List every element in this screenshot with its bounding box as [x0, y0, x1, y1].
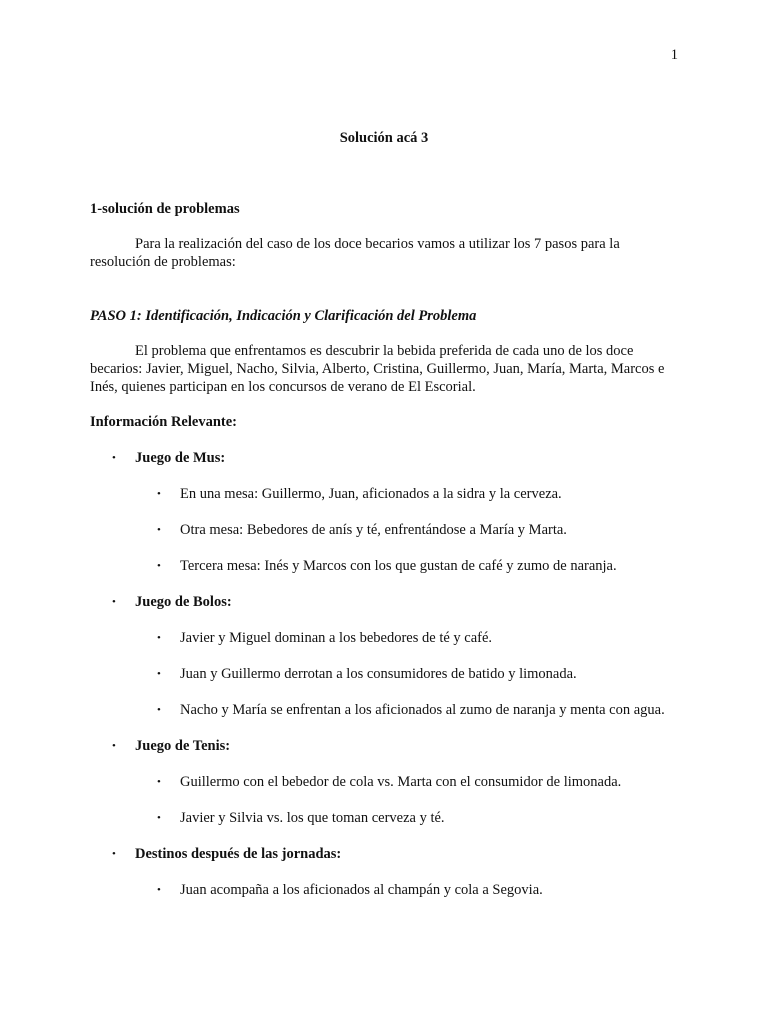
list-item [135, 881, 680, 899]
list-item-text: Tercera mesa: Inés y Marcos con los que gustan de café y zumo de naranja. [180, 558, 617, 574]
list-item [135, 809, 680, 827]
list-item-text: Javier y Silvia vs. los que toman cerveza y té. [180, 810, 445, 826]
group-label: Juego de Bolos: [135, 594, 232, 610]
group-sublist [135, 629, 680, 719]
bullet-icon: • [112, 452, 116, 464]
intro-paragraph: Para la realización del caso de los doce becarios vamos a utilizar los 7 pasos para la resolución de problemas: [90, 236, 620, 270]
bullet-icon: • [112, 848, 116, 860]
list-item [135, 557, 680, 575]
group-item [90, 449, 680, 575]
group-label: Juego de Mus: [135, 450, 226, 466]
list-item [135, 521, 680, 539]
group-item [90, 845, 680, 899]
group-sublist [135, 881, 680, 899]
list-item [135, 701, 680, 719]
page-number: 1 [670, 47, 678, 63]
group-sublist [135, 773, 680, 827]
list-item-text: Javier y Miguel dominan a los bebedores de té y café. [180, 630, 493, 646]
document-title: Solución acá 3 [339, 130, 429, 146]
group-label: Destinos después de las jornadas: [135, 846, 342, 862]
relevant-info-list [90, 449, 680, 899]
bullet-icon: • [157, 524, 161, 536]
paso1-heading: PASO 1: Identificación, Indicación y Clarificación del Problema [90, 308, 477, 324]
list-item-text: Otra mesa: Bebedores de anís y té, enfrentándose a María y Marta. [180, 522, 567, 538]
bullet-icon: • [157, 776, 161, 788]
bullet-icon: • [157, 704, 161, 716]
list-item-text: Juan acompaña a los aficionados al champán y cola a Segovia. [180, 882, 543, 898]
list-item-text: Juan y Guillermo derrotan a los consumidores de batido y limonada. [180, 666, 577, 682]
bullet-icon: • [157, 668, 161, 680]
group-label: Juego de Tenis: [135, 738, 231, 754]
section-heading: 1-solución de problemas [90, 201, 240, 217]
document-body [90, 200, 680, 917]
list-item [135, 773, 680, 791]
list-item [135, 665, 680, 683]
bullet-icon: • [112, 596, 116, 608]
list-item-text: Nacho y María se enfrentan a los aficionados al zumo de naranja y menta con agua. [180, 702, 665, 718]
bullet-icon: • [157, 632, 161, 644]
bullet-icon: • [112, 740, 116, 752]
bullet-icon: • [157, 884, 161, 896]
list-item-text: En una mesa: Guillermo, Juan, aficionados a la sidra y la cerveza. [180, 486, 562, 502]
group-sublist [135, 485, 680, 575]
info-heading: Información Relevante: [90, 414, 237, 430]
problem-paragraph: El problema que enfrentamos es descubrir la bebida preferida de cada uno de los doce becarios: Javier, Miguel, Nacho, Silvia, Alberto, Cristina, Guillermo, Juan, María, Marta, Marcos e Inés, quienes participan en los concursos de verano de El Escorial. [90, 343, 665, 395]
group-item [90, 737, 680, 827]
bullet-icon: • [157, 560, 161, 572]
bullet-icon: • [157, 812, 161, 824]
list-item-text: Guillermo con el bebedor de cola vs. Marta con el consumidor de limonada. [180, 774, 622, 790]
bullet-icon: • [157, 488, 161, 500]
group-item [90, 593, 680, 719]
list-item [135, 629, 680, 647]
list-item [135, 485, 680, 503]
